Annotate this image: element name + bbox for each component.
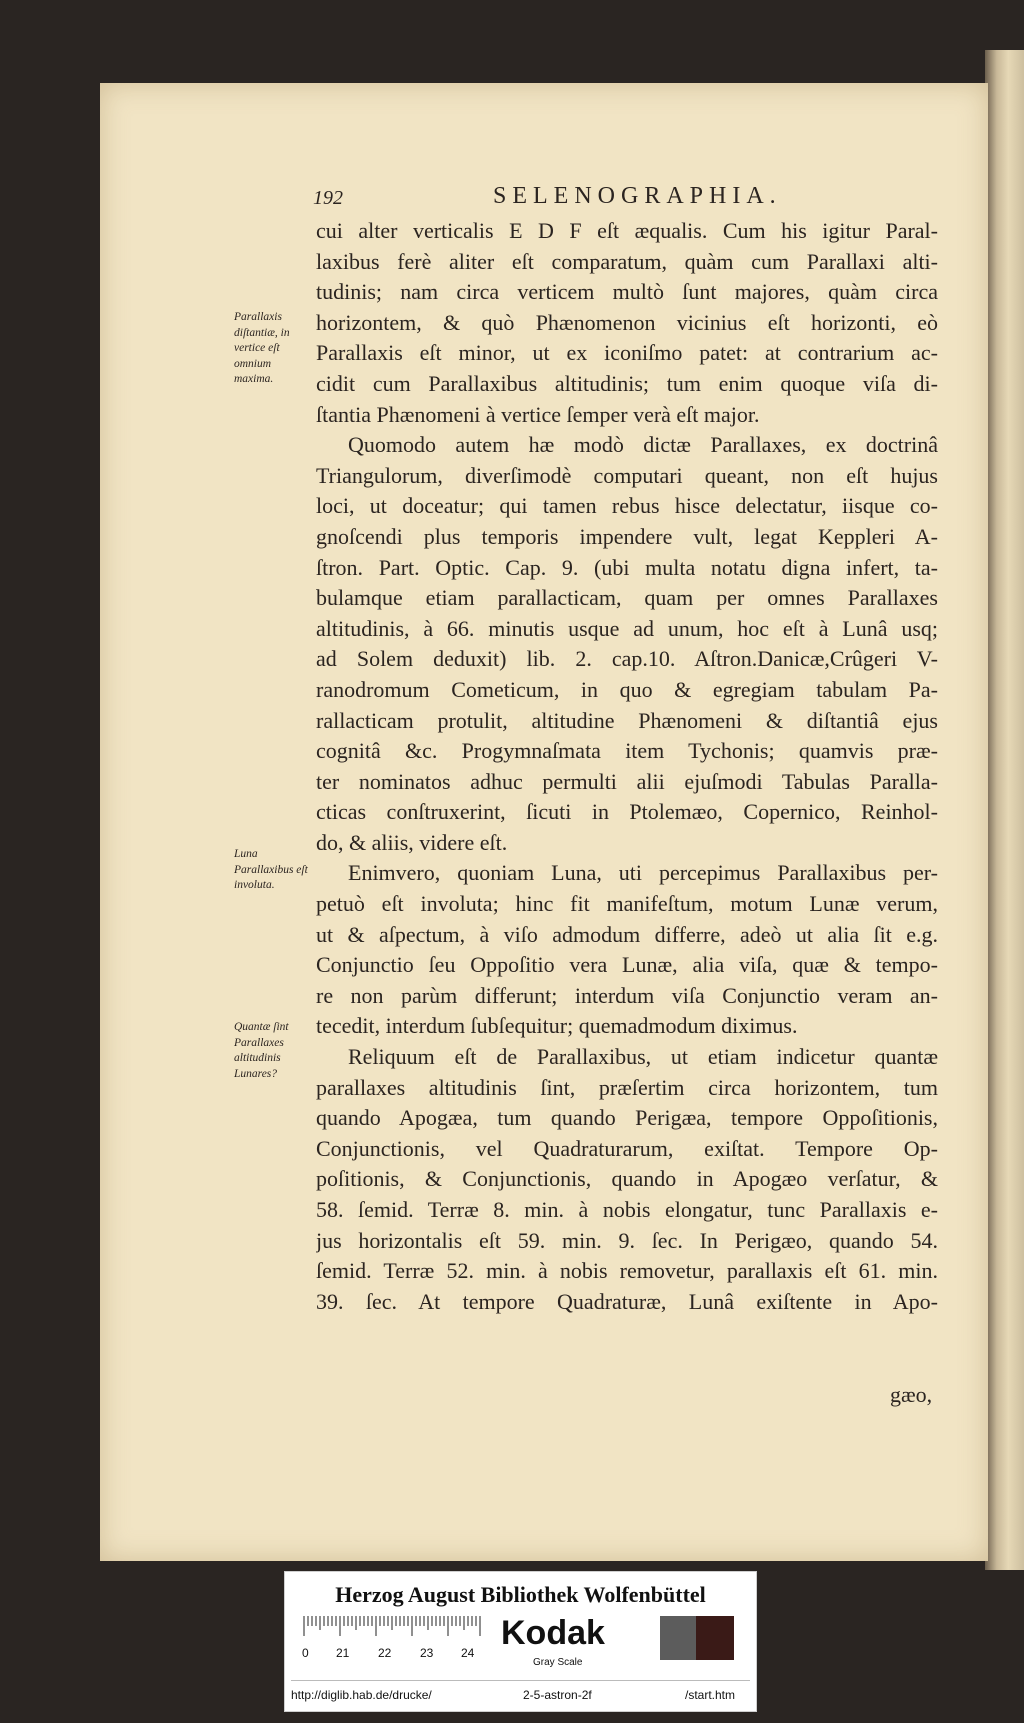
text-line: loci, ut doceatur; qui tamen rebus hisce delectatur, iisque co- — [316, 493, 938, 519]
text-line: ſemid. Terræ 52. min. à nobis removetur, parallaxis eſt 61. min. — [316, 1258, 938, 1284]
text-line: ſtantia Phænomeni à vertice ſemper verà eſt major. — [316, 401, 760, 427]
ruler-label: 23 — [420, 1646, 434, 1660]
text-line: ſtron. Part. Optic. Cap. 9. (ubi multa notatu digna infert, ta- — [316, 554, 938, 580]
text-line: gnoſcendi plus temporis impendere vult, legat Keppleri A- — [316, 523, 938, 549]
text-line: 39. ſec. At tempore Quadraturæ, Lunâ exiſtente in Apo- — [316, 1288, 938, 1314]
text-line: quando Apogæa, tum quando Perigæa, tempore Oppoſitionis, — [316, 1105, 938, 1131]
page-number: 192 — [313, 187, 343, 209]
text-line: Enimvero, quoniam Luna, uti percepimus Parallaxibus per- — [348, 860, 938, 886]
scan-background-left — [0, 0, 100, 1723]
text-line: ranodromum Cometicum, in quo & egregiam tabulam Pa- — [316, 676, 938, 702]
text-line: Reliquum eſt de Parallaxibus, ut etiam indicetur quantæ — [348, 1044, 938, 1070]
text-line: horizontem, & quò Phænomenon vicinius eſt horizonti, eò — [316, 309, 938, 335]
text-line: re non parùm differunt; interdum viſa Conjunctio veram an- — [316, 982, 938, 1008]
text-line: cidit cum Parallaxibus altitudinis; tum enim quoque viſa di- — [316, 370, 938, 396]
text-line: bulamque etiam parallacticam, quam per omnes Parallaxes — [316, 585, 938, 611]
text-line: ut & aſpectum, à viſo admodum differre, adeò ut alia ſit e.g. — [316, 921, 938, 947]
url-right: /start.htm — [685, 1688, 736, 1702]
ruler-label: 0 — [302, 1646, 309, 1660]
text-line: tudinis; nam circa verticem multò ſunt majores, quàm circa — [316, 279, 938, 305]
text-line: altitudinis, à 66. minutis usque ad unum, hoc eſt à Lunâ usq; — [316, 615, 938, 641]
marginal-note: Parallaxis diſtantiæ, in vertice eſt omnium maxima. — [234, 311, 290, 385]
text-line: jus horizontalis eſt 59. min. 9. ſec. In Perigæo, quando 54. — [316, 1227, 938, 1253]
text-line: rallacticam protulit, altitudine Phænomeni & diſtantiâ ejus — [316, 707, 938, 733]
scan-page-edge — [985, 50, 1024, 1570]
text-line: cognitâ &c. Progymnaſmata item Tychonis; quamvis præ- — [316, 738, 938, 764]
grayscale-label: Gray Scale — [533, 1657, 583, 1668]
text-line: Parallaxis eſt minor, ut ex iconiſmo patet: at contrarium ac- — [316, 340, 938, 366]
url-row — [291, 1680, 750, 1705]
running-title: SELENOGRAPHIA. — [493, 183, 782, 209]
text-line: do, & aliis, videre eſt. — [316, 829, 508, 855]
ruler-label: 22 — [378, 1646, 392, 1660]
dark-patch — [696, 1616, 734, 1660]
brand-label: Kodak — [501, 1614, 605, 1652]
marginal-note: Quantæ ſint Parallaxes altitudinis Lunares? — [234, 1021, 289, 1080]
body-text — [316, 216, 938, 1317]
text-line: tecedit, interdum ſubſequitur; quemadmodum diximus. — [316, 1013, 798, 1039]
url-left: http://diglib.hab.de/drucke/ — [291, 1688, 432, 1702]
ruler-label: 21 — [336, 1646, 350, 1660]
text-line: Quomodo autem hæ modò dictæ Parallaxes, ex doctrinâ — [348, 432, 938, 458]
ruler-labels — [302, 1646, 482, 1662]
marginal-note: Luna Parallaxibus eſt involuta. — [234, 848, 308, 891]
color-target-card — [284, 1571, 757, 1712]
ruler-scale — [302, 1616, 482, 1644]
text-line: Triangulorum, diverſimodè computari queant, non eſt hujus — [316, 462, 938, 488]
gray-patch — [660, 1616, 696, 1660]
text-line: ter nominatos adhuc permulti alii ejuſmodi Tabulas Paralla- — [316, 768, 938, 794]
text-line: Conjunctionis, vel Quadraturarum, exiſtat. Tempore Op- — [316, 1135, 938, 1161]
library-title: Herzog August Bibliothek Wolfenbüttel — [335, 1582, 706, 1607]
page-header — [313, 183, 953, 217]
text-line: 58. ſemid. Terræ 8. min. à nobis elongatur, tunc Parallaxis e- — [316, 1197, 938, 1222]
text-line: laxibus ferè aliter eſt comparatum, quàm cum Parallaxi alti- — [316, 248, 938, 274]
text-line: ad Solem deduxit) lib. 2. cap.10. Aſtron.Danicæ,Crûgeri V- — [316, 646, 938, 672]
catchword: gæo, — [890, 1382, 933, 1407]
ruler-label: 24 — [461, 1646, 475, 1660]
text-line: petuò eſt involuta; hinc fit manifeſtum, motum Lunæ verum, — [316, 891, 938, 917]
text-line: parallaxes altitudinis ſint, præſertim circa horizontem, tum — [316, 1074, 938, 1100]
text-line: cui alter verticalis E D F eſt æqualis. Cum his igitur Paral- — [316, 218, 938, 243]
text-line: poſitionis, & Conjunctionis, quando in Apogæo verſatur, & — [316, 1166, 938, 1192]
text-line: cticas conſtruxerint, ſicuti in Ptolemæo, Copernico, Reinhol- — [316, 799, 938, 825]
url-middle: 2-5-astron-2f — [523, 1688, 592, 1702]
text-line: Conjunctio ſeu Oppoſitio vera Lunæ, alia viſa, quæ & tempo- — [316, 952, 938, 978]
